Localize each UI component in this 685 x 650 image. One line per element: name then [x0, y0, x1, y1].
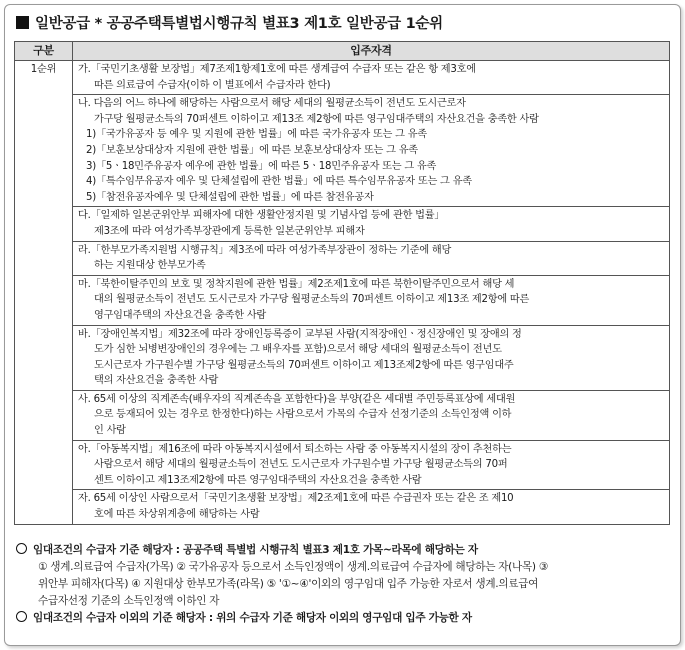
item-line: 택의 자산요건을 충족한 사람 [94, 375, 219, 387]
item-line: 영구임대주택의 자산요건을 충족한 사람 [94, 309, 267, 321]
circle-bullet-icon [16, 611, 27, 622]
table-row [15, 95, 670, 207]
eligibility-item [73, 95, 670, 207]
item-line: 호에 따른 차상위계층에 해당하는 사람 [94, 509, 260, 521]
table-row [15, 490, 670, 524]
note-detail-line: 위안부 피해자(다목) ④ 지원대상 한부모가족(라목) ⑤ '①~④'이외의 영구임대 입주 가능한 자로서 생계.의료급여 [38, 578, 539, 590]
item-line: 바.「장애인복지법」제32조에 따라 장애인등록증이 교부된 사람(지적장애인ㆍ정신장애인 및 장애의 정 [78, 328, 522, 340]
table-row [15, 207, 670, 241]
circle-bullet-icon [16, 543, 27, 554]
table-row [15, 275, 670, 325]
eligibility-item [73, 440, 670, 490]
eligibility-table [14, 41, 670, 525]
item-line: 나. 다음의 어느 하나에 해당하는 사람으로서 해당 세대의 월평균소득이 전년도 도시근로자 [78, 98, 466, 110]
item-line: 도가 심한 뇌병변장애인의 경우에는 그 배우자를 포함)으로서 해당 세대의 월평균소득이 전년도 [94, 344, 502, 356]
item-line: 아.「아동복지법」제16조에 따라 아동복지시설에서 퇴소하는 사람 중 아동복지시설의 장이 추천하는 [78, 443, 512, 455]
page-title-text: 일반공급 * 공공주택특별법시행규칙 별표3 제1호 일반공급 1순위 [35, 16, 443, 32]
item-line: 따른 의료급여 수급자(이하 이 별표에서 수급자라 한다) [94, 79, 331, 91]
sub-item-line: 2)「보훈보상대상자 지원에 관한 법률」에 따른 보훈보상대상자 또는 그 유족 [86, 144, 418, 156]
table-row [15, 241, 670, 275]
eligibility-item [73, 275, 670, 325]
note-detail-line: ① 생계.의료급여 수급자(가목) ② 국가유공자 등으로서 소득인정액이 생계.의료급여 수급자에 해당하는 자(나목) ③ [38, 561, 548, 573]
item-line: 사. 65세 이상의 직계존속(배우자의 직계존속을 포함한다)을 부양(같은 세대별 주민등록표상에 세대원 [78, 393, 516, 405]
page-title [16, 12, 443, 33]
square-bullet-icon [16, 16, 29, 29]
notes-section [16, 542, 672, 627]
item-line: 가.「국민기초생활 보장법」제7조제1항제1호에 따른 생계급여 수급자 또는 같은 항 제3호에 [78, 64, 476, 75]
item-line: 가구당 월평균소득의 70퍼센트 이하이고 제13조 제2항에 따른 영구임대주택의 자산요건을 충족한 사람 [94, 113, 539, 125]
item-line: 자. 65세 이상인 사람으로서「국민기초생활 보장법」제2조제1호에 따른 수급권자 또는 같은 조 제10 [78, 493, 514, 505]
item-line: 센트 이하이고 제13조제2항에 따른 영구임대주택의 자산요건을 충족한 사람 [94, 474, 422, 486]
table-row [15, 440, 670, 490]
sub-item-line: 3)「5ㆍ18민주유공자 예우에 관한 법률」에 따른 5ㆍ18민주유공자 또는 그 유족 [86, 160, 437, 172]
eligibility-item [73, 207, 670, 241]
item-line: 하는 지원대상 한부모가족 [94, 260, 206, 272]
sub-item-line: 4)「특수임무유공자 예우 및 단체설립에 관한 법률」에 따른 특수임무유공자 또는 그 유족 [86, 176, 472, 188]
sub-item-line: 1)「국가유공자 등 예우 및 지원에 관한 법률」에 따른 국가유공자 또는 그 유족 [86, 129, 427, 141]
note-heading [16, 542, 672, 559]
note-heading [16, 610, 672, 627]
item-line: 제3조에 따라 여성가족부장관에게 등록한 일본군위안부 피해자 [94, 225, 365, 237]
table-row [15, 61, 670, 95]
eligibility-item [73, 61, 670, 95]
eligibility-item [73, 490, 670, 524]
item-line: 도시근로자 가구원수별 가구당 월평균소득의 70퍼센트 이하이고 제13조제2항에 따른 영구임대주 [94, 359, 514, 371]
grade-cell: 1순위 [15, 61, 73, 525]
note-heading-text: 임대조건의 수급자 이외의 기준 해당자 : 위의 수급자 기준 해당자 이외의 영구임대 입주 가능한 자 [33, 612, 472, 624]
header-eligibility: 입주자격 [73, 42, 670, 61]
eligibility-item [73, 241, 670, 275]
item-line: 대의 월평균소득이 전년도 도시근로자 가구당 월평균소득의 70퍼센트 이하이고 제13조 제2항에 따른 [94, 294, 530, 306]
note-detail-line: 수급자선정 기준의 소득인정액 이하인 자 [38, 595, 220, 607]
item-line: 다.「일제하 일본군위안부 피해자에 대한 생활안정지원 및 기념사업 등에 관한 법률」 [78, 210, 445, 222]
item-line: 라.「한부모가족지원법 시행규칙」제3조에 따라 여성가족부장관이 정하는 기준에 해당 [78, 244, 452, 256]
item-line: 사람으로서 해당 세대의 월평균소득이 전년도 도시근로자 가구원수별 가구당 월평균소득의 70퍼 [94, 459, 508, 471]
item-line: 인 사람 [94, 425, 126, 437]
header-category: 구분 [15, 42, 73, 61]
eligibility-item [73, 390, 670, 440]
eligibility-item [73, 325, 670, 390]
note-heading-text: 임대조건의 수급자 기준 해당자 : 공공주택 특별법 시행규칙 별표3 제1호 가목~라목에 해당하는 자 [33, 544, 478, 556]
table-header-row [15, 42, 670, 61]
item-line: 마.「북한이탈주민의 보호 및 정착지원에 관한 법률」제2조제1호에 따른 북한이탈주민으로서 해당 세 [78, 278, 515, 290]
sub-item-line: 5)「참전유공자예우 및 단체설립에 관한 법률」에 따른 참전유공자 [86, 191, 374, 203]
table-row [15, 325, 670, 390]
table-row [15, 390, 670, 440]
item-line: 으로 등재되어 있는 경우로 한정한다)하는 사람으로서 가목의 수급자 선정기준의 소득인정액 이하 [94, 409, 512, 421]
